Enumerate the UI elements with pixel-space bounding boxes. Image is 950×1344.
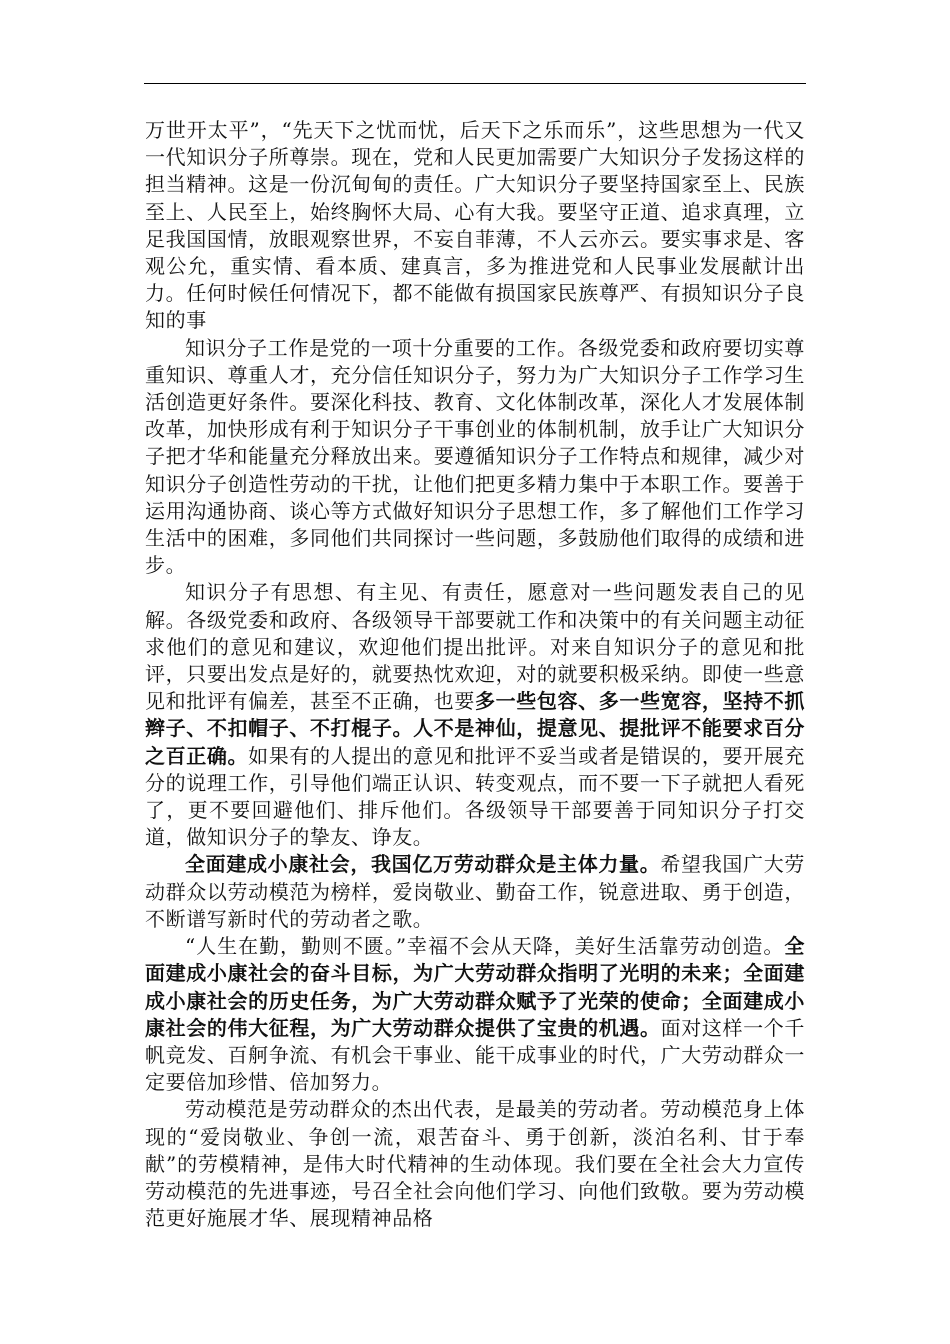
text-run: 知识分子有思想、有主见、有责任，愿意对一些问题发表自己的见解。各级党委和政府、各级领导干部要就工作和决策中的有关问题主动征求他们的意见和建议，欢迎他们提出批评。对来自知识分子的意见和批评，只要出发点是好的，就要热忱欢迎，对的就要积极采纳。即使一些意见和批评有偏差，甚至不正确，也要: [145, 580, 805, 714]
paragraph-3: [145, 579, 805, 851]
text-run: 劳动模范是劳动群众的杰出代表，是最美的劳动者。劳动模范身上体现的“爱岗敬业、争创一流，艰苦奋斗、勇于创新，淡泊名利、甘于奉献”的劳模精神，是伟大时代精神的生动体现。我们要在全社会大力宣传劳动模范的先进事迹，号召全社会向他们学习、向他们致敬。要为劳动模范更好施展才华、展现精神品格: [145, 1097, 805, 1231]
text-run: 知识分子工作是党的一项十分重要的工作。各级党委和政府要切实尊重知识、尊重人才，充分信任知识分子，努力为广大知识分子工作学习生活创造更好条件。要深化科技、教育、文化体制改革，深化人才发展体制改革，加快形成有利于知识分子干事创业的体制机制，放手让广大知识分子把才华和能量充分释放出来。要遵循知识分子工作特点和规律，减少对知识分子创造性劳动的干扰，让他们把更多精力集中于本职工作。要善于运用沟通协商、谈心等方式做好知识分子思想工作，多了解他们工作学习生活中的困难，多同他们共同探讨一些问题，多鼓励他们取得的成绩和进步。: [145, 335, 805, 578]
bold-text-run: 多一些包容、多一些宽容，坚持不抓辫子、不扣帽子、不打棍子。人不是神仙，提意见、提批评不能要求百分之百正确。: [145, 689, 805, 768]
paragraph-2: [145, 335, 805, 580]
text-run: 希望我国广大劳动群众以劳动模范为榜样，爱岗敬业、勤奋工作，锐意进取、勇于创造，不断谱写新时代的劳动者之歌。: [145, 852, 805, 931]
header-rule: [144, 83, 806, 84]
paragraph-1: [145, 117, 805, 335]
paragraph-4: [145, 851, 805, 933]
paragraph-5: [145, 933, 805, 1096]
bold-text-run: 全面建成小康社会，我国亿万劳动群众是主体力量。: [185, 852, 661, 877]
text-run: “人生在勤，勤则不匮。”幸福不会从天降，美好生活靠劳动创造。: [185, 934, 785, 959]
bold-text-run: 全面建成小康社会的奋斗目标，为广大劳动群众指明了光明的未来；全面建成小康社会的历史任务，为广大劳动群众赋予了光荣的使命；全面建成小康社会的伟大征程，为广大劳动群众提供了宝贵的机遇。: [145, 934, 805, 1040]
text-run: 如果有的人提出的意见和批评不妥当或者是错误的，要开展充分的说理工作，引导他们端正认识、转变观点，而不要一下子就把人看死了，更不要回避他们、排斥他们。各级领导干部要善于同知识分子打交道，做知识分子的挚友、诤友。: [145, 743, 806, 850]
text-run: 万世开太平”，“先天下之忧而忧，后天下之乐而乐”，这些思想为一代又一代知识分子所尊崇。现在，党和人民更加需要广大知识分子发扬这样的担当精神。这是一份沉甸甸的责任。广大知识分子要坚持国家至上、民族至上、人民至上，始终胸怀大局、心有大我。要坚守正道、追求真理，立足我国国情，放眼观察世界，不妄自菲薄，不人云亦云。要实事求是、客观公允，重实情、看本质、建真言，多为推进党和人民事业发展献计出力。任何时候任何情况下，都不能做有损国家民族尊严、有损知识分子良知的事: [145, 118, 805, 333]
text-run: 面对这样一个千帆竞发、百舸争流、有机会干事业、能干成事业的时代，广大劳动群众一定要倍加珍惜、倍加努力。: [145, 1015, 806, 1095]
paragraph-6: [145, 1096, 805, 1232]
body-text: [145, 117, 805, 1232]
